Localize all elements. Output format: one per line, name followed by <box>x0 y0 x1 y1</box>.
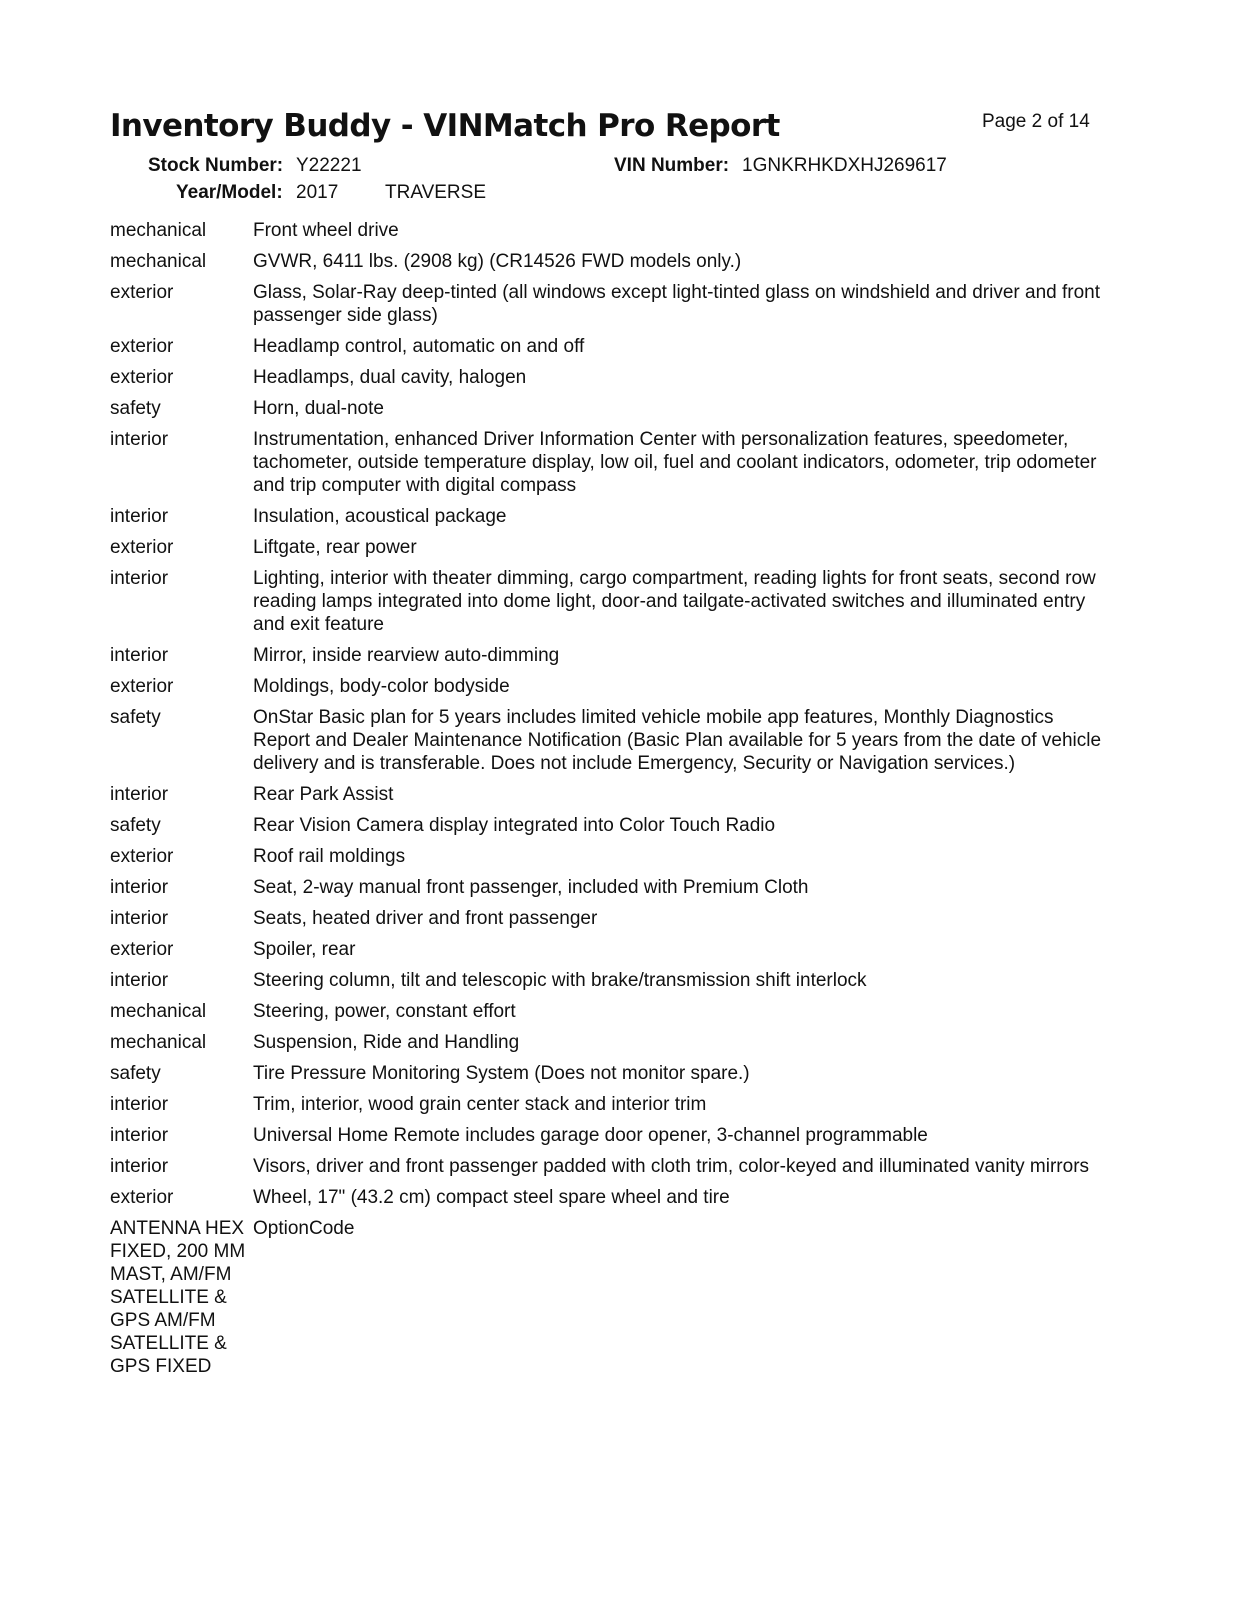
feature-category: mechanical <box>110 220 207 241</box>
feature-description: Trim, interior, wood grain center stack and interior trim <box>253 1094 707 1115</box>
feature-description: Rear Park Assist <box>253 784 394 805</box>
feature-row <box>110 1124 1110 1147</box>
feature-category: mechanical <box>110 1032 207 1053</box>
feature-category: ANTENNA HEX FIXED, 200 MM MAST, AM/FM SATELLITE & GPS AM/FM SATELLITE & GPS FIXED <box>110 1218 246 1377</box>
feature-row <box>110 969 1110 992</box>
feature-category: interior <box>110 645 169 666</box>
feature-description: Headlamp control, automatic on and off <box>253 336 585 357</box>
feature-description: Instrumentation, enhanced Driver Information Center with personalization features, speedometer, tachometer, outside temperature display, low oil, fuel and coolant indicators, odometer, trip odometer and trip computer with digital compass <box>253 429 1097 496</box>
year-model-label: Year/Model: <box>176 182 283 203</box>
feature-category: safety <box>110 707 161 728</box>
feature-description: Universal Home Remote includes garage door opener, 3-channel programmable <box>253 1125 928 1146</box>
feature-description: GVWR, 6411 lbs. (2908 kg) (CR14526 FWD models only.) <box>253 251 742 272</box>
feature-row <box>110 675 1110 698</box>
feature-row <box>110 814 1110 837</box>
feature-category: mechanical <box>110 251 207 272</box>
feature-description: Moldings, body-color bodyside <box>253 676 510 697</box>
feature-description: Wheel, 17" (43.2 cm) compact steel spare wheel and tire <box>253 1187 730 1208</box>
feature-row <box>110 1031 1110 1054</box>
feature-row <box>110 397 1110 420</box>
feature-category: interior <box>110 429 169 450</box>
year-value: 2017 <box>296 182 339 203</box>
feature-row <box>110 1000 1110 1023</box>
feature-row <box>110 281 1110 327</box>
feature-description: Seats, heated driver and front passenger <box>253 908 598 929</box>
feature-category: interior <box>110 784 169 805</box>
feature-category: mechanical <box>110 1001 207 1022</box>
vin-number-value: 1GNKRHKDXHJ269617 <box>742 155 947 176</box>
feature-row <box>110 366 1110 389</box>
feature-row <box>110 335 1110 358</box>
feature-description: Horn, dual-note <box>253 398 384 419</box>
feature-row <box>110 567 1110 636</box>
feature-description: Glass, Solar-Ray deep-tinted (all windows except light-tinted glass on windshield and driver and front passenger side glass) <box>253 282 1100 326</box>
feature-row <box>110 783 1110 806</box>
feature-list <box>110 219 1110 1386</box>
feature-description: Headlamps, dual cavity, halogen <box>253 367 527 388</box>
feature-row <box>110 644 1110 667</box>
feature-category: interior <box>110 970 169 991</box>
feature-row <box>110 706 1110 775</box>
feature-category: exterior <box>110 367 174 388</box>
feature-description: Steering column, tilt and telescopic with brake/transmission shift interlock <box>253 970 867 991</box>
feature-description: Spoiler, rear <box>253 939 356 960</box>
feature-row <box>110 1155 1110 1178</box>
stock-number-label: Stock Number: <box>148 155 284 176</box>
feature-row <box>110 536 1110 559</box>
feature-description: Roof rail moldings <box>253 846 406 867</box>
feature-row <box>110 1093 1110 1116</box>
stock-number-value: Y22221 <box>296 155 362 176</box>
feature-description: Mirror, inside rearview auto-dimming <box>253 645 560 666</box>
feature-category: safety <box>110 398 161 419</box>
feature-row <box>110 1062 1110 1085</box>
feature-description: Tire Pressure Monitoring System (Does not monitor spare.) <box>253 1063 750 1084</box>
feature-category: exterior <box>110 537 174 558</box>
feature-row <box>110 1186 1110 1209</box>
feature-description: Lighting, interior with theater dimming, cargo compartment, reading lights for front seats, second row reading lamps integrated into dome light, door-and tailgate-activated switches and illuminated entry and exit feature <box>253 568 1096 635</box>
feature-category: exterior <box>110 336 174 357</box>
feature-row <box>110 876 1110 899</box>
feature-description: Front wheel drive <box>253 220 399 241</box>
feature-description: Liftgate, rear power <box>253 537 417 558</box>
feature-description: Insulation, acoustical package <box>253 506 507 527</box>
feature-category: exterior <box>110 846 174 867</box>
feature-row <box>110 505 1110 528</box>
feature-category: interior <box>110 1156 169 1177</box>
feature-row <box>110 219 1110 242</box>
feature-category: interior <box>110 506 169 527</box>
feature-description: Visors, driver and front passenger padded with cloth trim, color-keyed and illuminated vanity mirrors <box>253 1156 1090 1177</box>
page-number: Page 2 of 14 <box>982 111 1090 132</box>
feature-category: exterior <box>110 282 174 303</box>
feature-row <box>110 907 1110 930</box>
feature-category: interior <box>110 908 169 929</box>
feature-category: interior <box>110 877 169 898</box>
feature-description: Steering, power, constant effort <box>253 1001 516 1022</box>
feature-category: interior <box>110 1125 169 1146</box>
feature-category: exterior <box>110 676 174 697</box>
feature-description: Seat, 2-way manual front passenger, included with Premium Cloth <box>253 877 809 898</box>
feature-description: OptionCode <box>253 1218 355 1239</box>
feature-description: OnStar Basic plan for 5 years includes limited vehicle mobile app features, Monthly Diagnostics Report and Dealer Maintenance Notification (Basic Plan available for 5 years from the date of vehicle delivery and is transferable. Does not include Emergency, Security or Navigation services.) <box>253 707 1102 774</box>
feature-row <box>110 1217 1110 1378</box>
feature-description: Rear Vision Camera display integrated into Color Touch Radio <box>253 815 776 836</box>
feature-row <box>110 428 1110 497</box>
report-title: Inventory Buddy - VINMatch Pro Report <box>110 108 780 144</box>
feature-category: safety <box>110 815 161 836</box>
feature-description: Suspension, Ride and Handling <box>253 1032 520 1053</box>
model-value: TRAVERSE <box>385 182 487 203</box>
feature-category: interior <box>110 568 169 589</box>
feature-category: interior <box>110 1094 169 1115</box>
feature-category: exterior <box>110 1187 174 1208</box>
feature-category: exterior <box>110 939 174 960</box>
feature-row <box>110 845 1110 868</box>
feature-row <box>110 250 1110 273</box>
vin-number-label: VIN Number: <box>614 155 730 176</box>
feature-row <box>110 938 1110 961</box>
feature-category: safety <box>110 1063 161 1084</box>
